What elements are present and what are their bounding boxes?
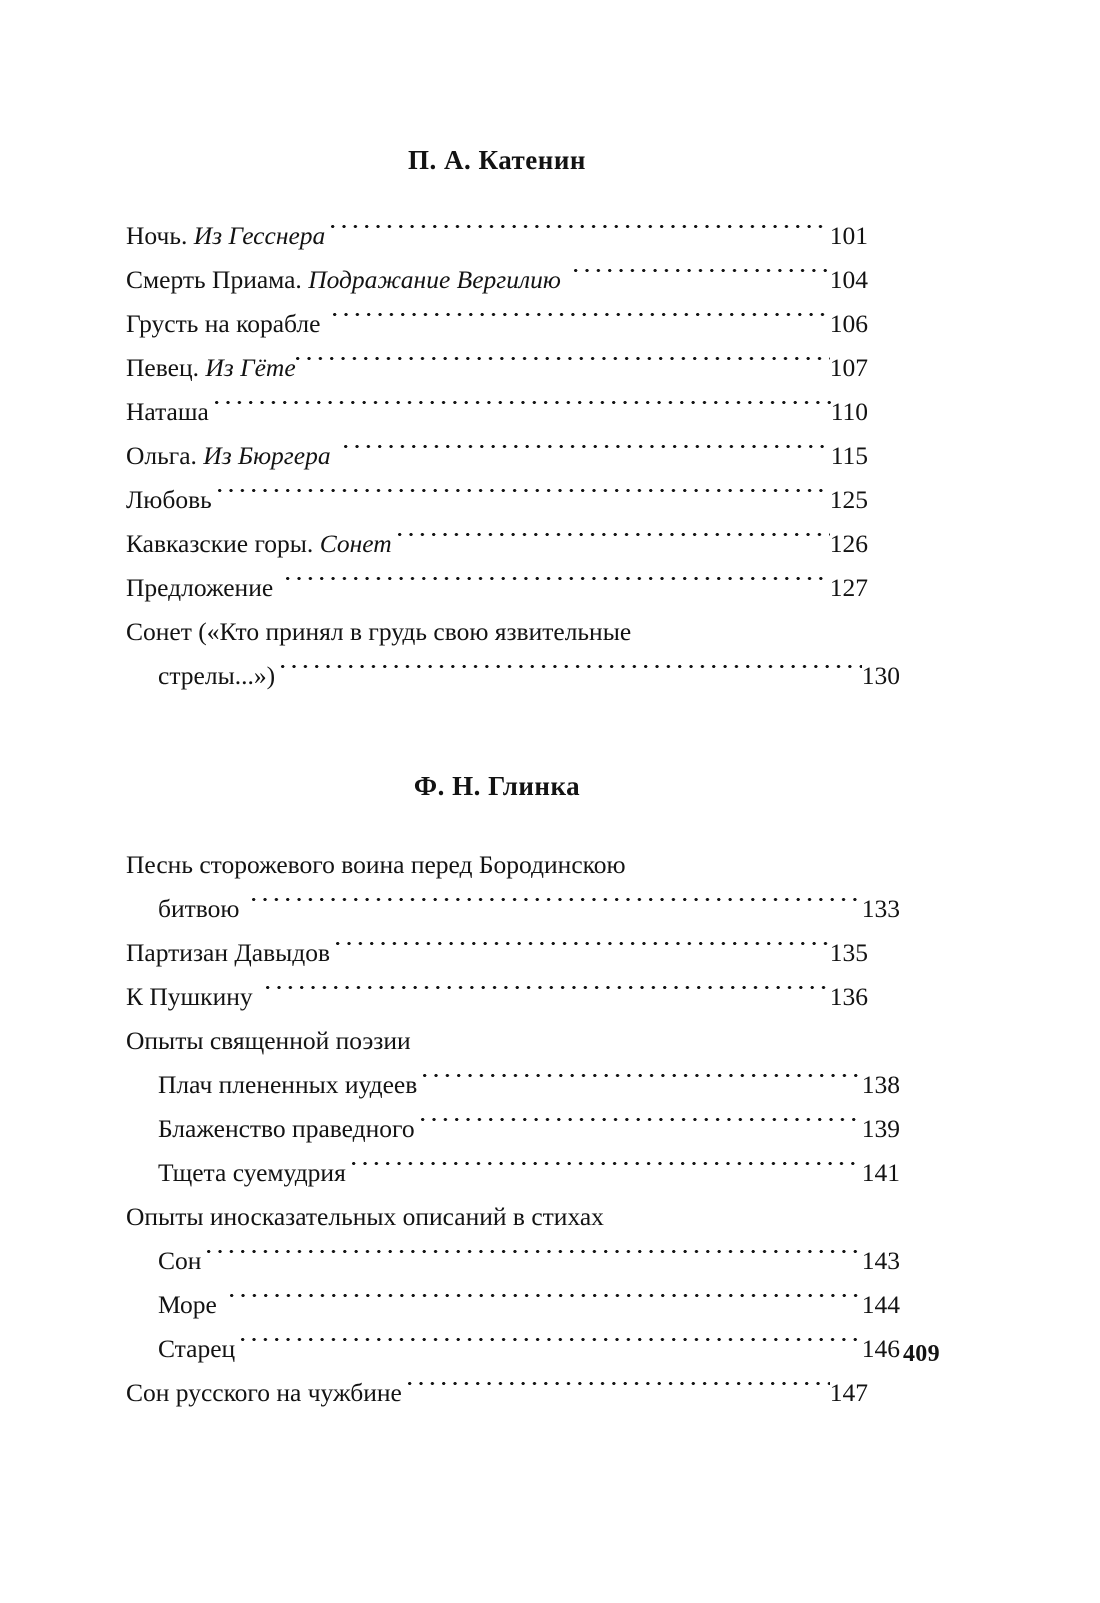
toc-entry-title-text: Грусть на корабле [126, 308, 321, 338]
toc-dot-leader [423, 1063, 861, 1088]
toc-entry-line [126, 1195, 868, 1239]
toc-entry-line [126, 887, 900, 931]
toc-page-number: 143 [861, 1246, 900, 1276]
toc-entry-subtitle-text: Подражание Вергилию [301, 264, 561, 294]
toc-entry-title-text: Тщета суемудрия [158, 1158, 346, 1188]
toc-entry-title [158, 1151, 346, 1195]
toc-page-number: 106 [829, 308, 868, 338]
toc-entry[interactable] [126, 975, 868, 1019]
toc-entry-line [126, 931, 868, 975]
toc-entry-subtitle-text: Из Гёте [198, 352, 296, 382]
toc-section-glinka [126, 698, 900, 1416]
toc-entry-title-text: стрелы...») [158, 660, 276, 690]
toc-page-number: 101 [829, 220, 868, 250]
section-heading-katenin: П. А. Катенин [408, 145, 586, 175]
toc-dot-leader [352, 1151, 862, 1176]
toc-entry-line [126, 610, 868, 654]
toc-entry-line [126, 975, 868, 1019]
toc-dot-leader [215, 390, 831, 415]
toc-entry[interactable] [126, 390, 868, 434]
toc-dot-leader [344, 434, 831, 459]
toc-entry-title-text: Кавказские горы. [126, 528, 314, 558]
toc-dot-leader [207, 1239, 861, 1264]
toc-dot-leader [574, 258, 830, 283]
toc-entry-line [126, 302, 868, 346]
toc-entry[interactable] [126, 931, 868, 975]
toc-dot-leader [241, 1327, 862, 1352]
toc-entry-title-text: Песнь сторожевого воина перед Бородинскою [126, 850, 626, 880]
toc-entry-title [158, 887, 239, 931]
toc-dot-leader [218, 478, 830, 503]
toc-entry-title-text: Ольга. [126, 440, 197, 470]
toc-entry-line [126, 434, 868, 478]
toc-page-number: 130 [861, 660, 900, 690]
toc-entry-title [126, 434, 331, 478]
toc-entry-title [126, 302, 320, 346]
toc-entry[interactable] [126, 1371, 868, 1415]
toc-page-number: 115 [830, 440, 868, 470]
toc-entry-line [126, 258, 868, 302]
toc-entry[interactable] [126, 434, 868, 478]
toc-entry-subtitle-text: Из Гесснера [187, 220, 326, 250]
toc-entry-line [126, 566, 868, 610]
toc-entry-line [126, 1283, 900, 1327]
toc-entry[interactable] [126, 1239, 900, 1283]
toc-entry-title-text: Партизан Давыдов [126, 938, 330, 968]
toc-entry-title-text: Наташа [126, 396, 209, 426]
toc-page-number: 136 [829, 982, 868, 1012]
toc-entry[interactable] [126, 843, 900, 931]
toc-entry-title [126, 258, 561, 302]
toc-entry-title [126, 617, 631, 646]
toc-entry-title-text: Смерть Приама. [126, 264, 302, 294]
toc-page-number: 110 [830, 396, 868, 426]
toc-page-number: 127 [829, 572, 868, 602]
toc-entry-title-text: Блаженство праведного [158, 1114, 415, 1144]
toc-page-number: 147 [829, 1378, 868, 1408]
toc-entry-line [126, 522, 868, 566]
toc-entry-title-text: Опыты иносказательных описаний в стихах [126, 1202, 604, 1232]
toc-entry[interactable] [126, 610, 900, 698]
toc-entry-title-text: Старец [158, 1334, 236, 1364]
toc-entry-title-text: Опыты священной поэзии [126, 1026, 411, 1056]
toc-entry-title [126, 1019, 411, 1063]
toc-entry-title-text: К Пушкину [126, 982, 253, 1012]
toc-entry-line [126, 478, 868, 522]
toc-entry-title-text: битвою [158, 894, 240, 924]
toc-entry-line [126, 1327, 900, 1371]
toc-dot-leader [336, 931, 830, 956]
toc-entry-title-text: Ночь. [126, 220, 188, 250]
toc-entry-subtitle-text: Из Бюргера [196, 440, 331, 470]
toc-entry-line [126, 1107, 900, 1151]
toc-dot-leader [286, 566, 830, 591]
toc-dot-leader [421, 1107, 862, 1132]
toc-entry-line [126, 1019, 868, 1063]
toc-page-number: 141 [861, 1158, 900, 1188]
toc-group-heading[interactable] [126, 1019, 868, 1063]
toc-entry-line [126, 1151, 900, 1195]
toc-entry-title [126, 931, 330, 975]
toc-page-number: 144 [861, 1290, 900, 1320]
toc-entry-title [158, 1239, 201, 1283]
toc-entry[interactable] [126, 214, 868, 258]
toc-dot-leader [230, 1283, 862, 1308]
toc-entry-line [126, 1239, 900, 1283]
toc-entry-line [126, 1063, 900, 1107]
toc-dot-leader [408, 1371, 830, 1396]
toc-page-number: 104 [829, 264, 868, 294]
toc-entry-subtitle-text: Сонет [313, 528, 392, 558]
toc-entry-title [158, 1063, 417, 1107]
toc-entry[interactable] [126, 566, 868, 610]
toc-entry-line [126, 214, 868, 258]
toc-dot-leader [331, 214, 829, 239]
toc-dot-leader [296, 346, 830, 371]
toc-entry[interactable] [126, 1107, 900, 1151]
page-folio-number: 409 [903, 1341, 940, 1367]
toc-entry-title [126, 214, 325, 258]
toc-entry[interactable] [126, 1283, 900, 1327]
toc-entry-title [126, 522, 392, 566]
table-of-contents [126, 132, 900, 1415]
toc-entry-title [126, 390, 209, 434]
toc-entry-title [158, 1327, 235, 1371]
toc-entry-title-text: Певец. [126, 352, 199, 382]
toc-entry-list-katenin [126, 214, 900, 698]
toc-entry[interactable] [126, 346, 868, 390]
toc-entry-title-text: Сонет («Кто принял в грудь свою язвительные [126, 616, 632, 646]
toc-page-number: 107 [829, 352, 868, 382]
toc-entry[interactable] [126, 302, 868, 346]
toc-dot-leader [281, 654, 862, 679]
toc-entry[interactable] [126, 478, 868, 522]
toc-entry[interactable] [126, 258, 868, 302]
toc-entry-line [126, 843, 868, 887]
toc-entry-title-text: Предложение [126, 572, 274, 602]
toc-entry-line [126, 390, 868, 434]
toc-entry-title [158, 1283, 217, 1327]
toc-entry-title [126, 975, 253, 1019]
toc-page-number: 138 [861, 1070, 900, 1100]
toc-page-number: 133 [861, 894, 900, 924]
toc-entry-title-text: Море [158, 1290, 217, 1320]
toc-dot-leader [333, 302, 829, 327]
toc-entry-title [126, 478, 212, 522]
toc-entry-line [126, 346, 868, 390]
toc-entry-title [158, 654, 275, 698]
toc-entry-title [126, 566, 273, 610]
toc-entry-title [126, 346, 296, 390]
toc-entry-title-text: Сон [158, 1246, 202, 1276]
toc-entry-title-text: Плач плененных иудеев [158, 1070, 418, 1100]
toc-page-number: 139 [861, 1114, 900, 1144]
section-heading-glinka: Ф. Н. Глинка [413, 770, 581, 801]
toc-entry[interactable] [126, 1063, 900, 1107]
toc-dot-leader [266, 975, 830, 1000]
toc-group-heading[interactable] [126, 1195, 868, 1239]
toc-entry-title [126, 850, 626, 879]
toc-entry[interactable] [126, 1327, 900, 1371]
toc-entry-line [126, 1371, 868, 1415]
toc-entry-title [126, 1195, 604, 1239]
toc-section-katenin [126, 132, 900, 698]
toc-page-number: 146 [861, 1334, 900, 1364]
toc-entry[interactable] [126, 522, 868, 566]
toc-dot-leader [398, 522, 830, 547]
toc-entry-title-text: Любовь [126, 484, 212, 514]
toc-page-number: 135 [829, 938, 868, 968]
toc-dot-leader [252, 887, 861, 912]
toc-entry-title [126, 1371, 402, 1415]
toc-entry[interactable] [126, 1151, 900, 1195]
toc-entry-list-glinka [126, 843, 900, 1415]
toc-entry-line [126, 654, 900, 698]
toc-page-number: 125 [829, 484, 868, 514]
toc-entry-title-text: Сон русского на чужбине [126, 1378, 402, 1408]
toc-page-number: 126 [829, 528, 868, 558]
toc-entry-title [158, 1107, 415, 1151]
